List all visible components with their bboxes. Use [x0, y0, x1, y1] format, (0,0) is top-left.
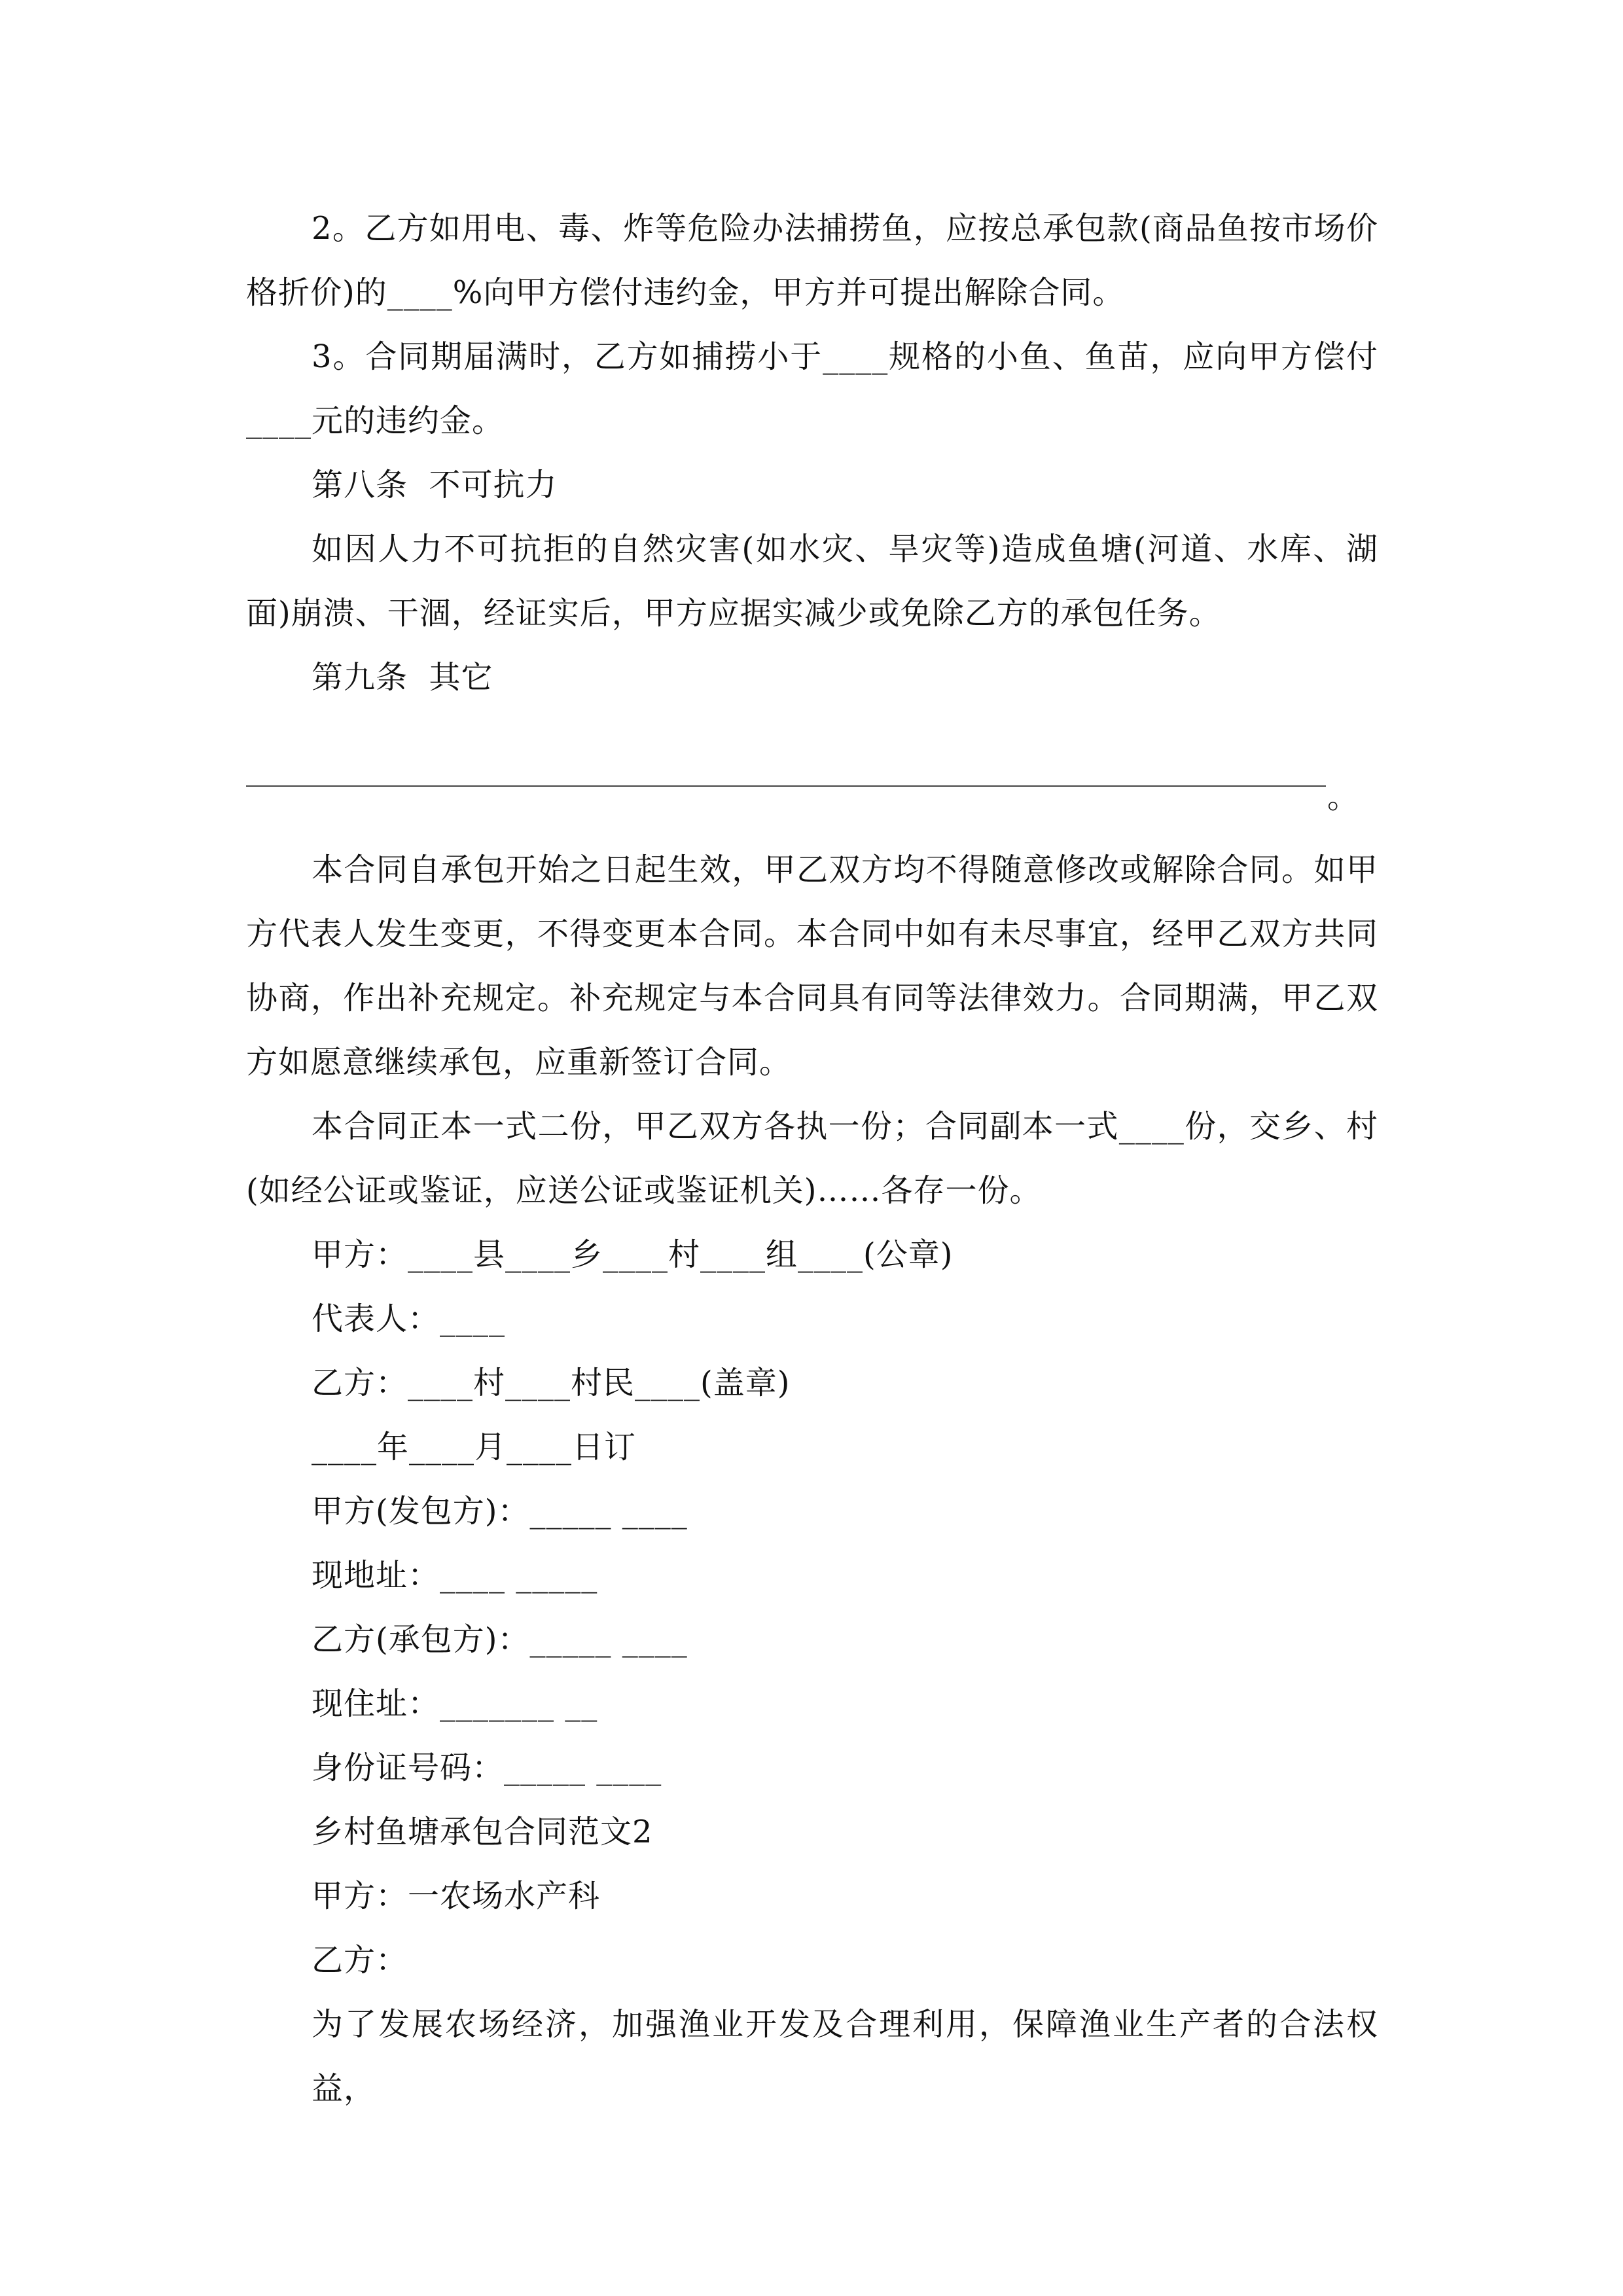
- contract-effect-paragraph: 本合同自承包开始之日起生效，甲乙双方均不得随意修改或解除合同。如甲方代表人发生变更，不得变更本合同。本合同中如有未尽事宜，经甲乙双方共同协商，作出补充规定。补充规定与本合同具有同等法律效力。合同期满，甲乙双方如愿意继续承包，应重新签订合同。: [246, 852, 1378, 1081]
- article-8-heading: 第八条 不可抗力: [312, 467, 558, 503]
- blank-underline: [246, 785, 1326, 787]
- article-8-text: 如因人力不可抗拒的自然灾害(如水灾、旱灾等)造成鱼塘(河道、水库、湖面)崩溃、干涸，经证实后，甲方应据实减少或免除乙方的承包任务。: [246, 531, 1378, 632]
- sign-party-b: 乙方：____村____村民____(盖章): [312, 1365, 791, 1401]
- sign-party-a: 甲方：____县____乡____村____组____(公章): [312, 1236, 954, 1273]
- id-number-field: 身份证号码：_____ ____: [312, 1749, 662, 1786]
- document-body: [246, 196, 1378, 2121]
- sign-representative: 代表人：____: [312, 1300, 506, 1337]
- party-a-address-field: 现地址：____ _____: [312, 1557, 598, 1594]
- party-b-address-field: 现住址：_______ __: [312, 1685, 598, 1722]
- contract-copies-paragraph: 本合同正本一式二份，甲乙双方各执一份；合同副本一式____份，交乡、村(如经公证或鉴证，应送公证或鉴证机关)……各存一份。: [246, 1108, 1378, 1209]
- sample-2-party-a: 甲方：一农场水产科: [312, 1878, 601, 1914]
- clause-2-paragraph: 2。乙方如用电、毒、炸等危险办法捕捞鱼，应按总承包款(商品鱼按市场价格折价)的____%向甲方偿付违约金，甲方并可提出解除合同。: [246, 210, 1378, 311]
- party-b-contractor-field: 乙方(承包方)：_____ ____: [312, 1621, 688, 1658]
- sign-date: ____年____月____日订: [312, 1429, 637, 1465]
- article-9-fill-in-line: [246, 709, 1378, 838]
- sample-2-title: 乡村鱼塘承包合同范文2: [312, 1814, 653, 1850]
- sample-2-intro: 为了发展农场经济，加强渔业开发及合理利用，保障渔业生产者的合法权益，: [312, 2006, 1378, 2107]
- blank-line-period: 。: [1327, 779, 1359, 816]
- sample-2-party-b: 乙方：: [312, 1942, 408, 1979]
- clause-3-paragraph: 3。合同期届满时，乙方如捕捞小于____规格的小鱼、鱼苗，应向甲方偿付____元的违约金。: [246, 338, 1378, 439]
- article-9-heading: 第九条 其它: [312, 659, 493, 696]
- party-a-contractor-field: 甲方(发包方)：_____ ____: [312, 1493, 688, 1530]
